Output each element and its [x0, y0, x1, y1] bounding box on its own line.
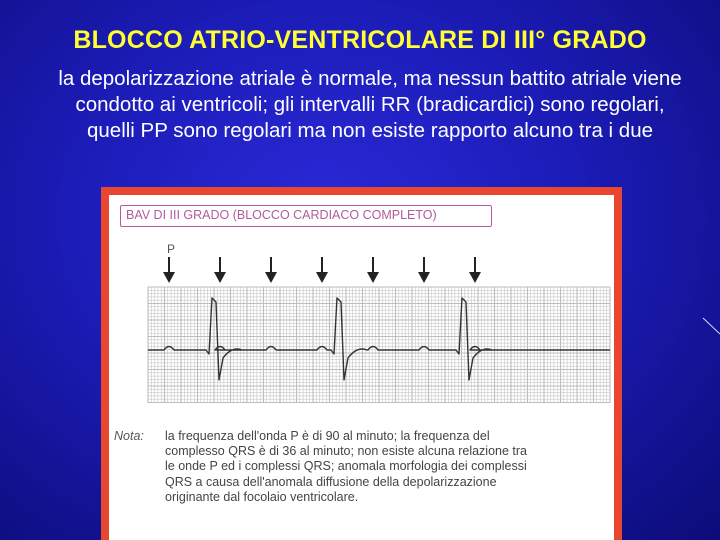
- p-wave-arrow-icon: [418, 257, 430, 283]
- note-label: Nota:: [114, 429, 144, 443]
- slide-description: la depolarizzazione atriale è normale, ma nessun battito atriale viene condotto ai ventricoli; gli intervalli RR (bradicardici) sono regolari, quelli PP sono regolari ma non esiste rapporto alcuno tra i due: [58, 67, 682, 142]
- note-text: [165, 429, 605, 505]
- p-wave-arrow-icon: [214, 257, 226, 283]
- p-wave-arrow-icon: [265, 257, 277, 283]
- ecg-strip: [109, 195, 614, 425]
- ecg-figure-frame: [101, 187, 622, 540]
- p-wave-arrow-icon: [163, 257, 175, 283]
- slide-title: BLOCCO ATRIO-VENTRICOLARE DI III° GRADO: [73, 26, 647, 54]
- ecg-figure: [109, 195, 614, 540]
- p-wave-arrow-icon: [469, 257, 481, 283]
- note-line: QRS a causa dell'anomala diffusione della depolarizzazione: [165, 474, 497, 489]
- p-wave-arrows: [163, 257, 481, 283]
- note-line: originante dal focolaio ventricolare.: [165, 489, 359, 504]
- p-wave-arrow-icon: [367, 257, 379, 283]
- figure-header: BAV DI III GRADO (BLOCCO CARDIACO COMPLETO): [120, 205, 492, 227]
- p-wave-label: P: [167, 242, 176, 256]
- p-wave-arrow-icon: [316, 257, 328, 283]
- note-line: le onde P ed i complessi QRS; anomala morfologia dei complessi: [165, 459, 527, 474]
- note-line: complesso QRS è di 36 al minuto; non esiste alcuna relazione tra: [165, 444, 527, 459]
- note-line: la frequenza dell'onda P è di 90 al minuto; la frequenza del: [165, 429, 490, 443]
